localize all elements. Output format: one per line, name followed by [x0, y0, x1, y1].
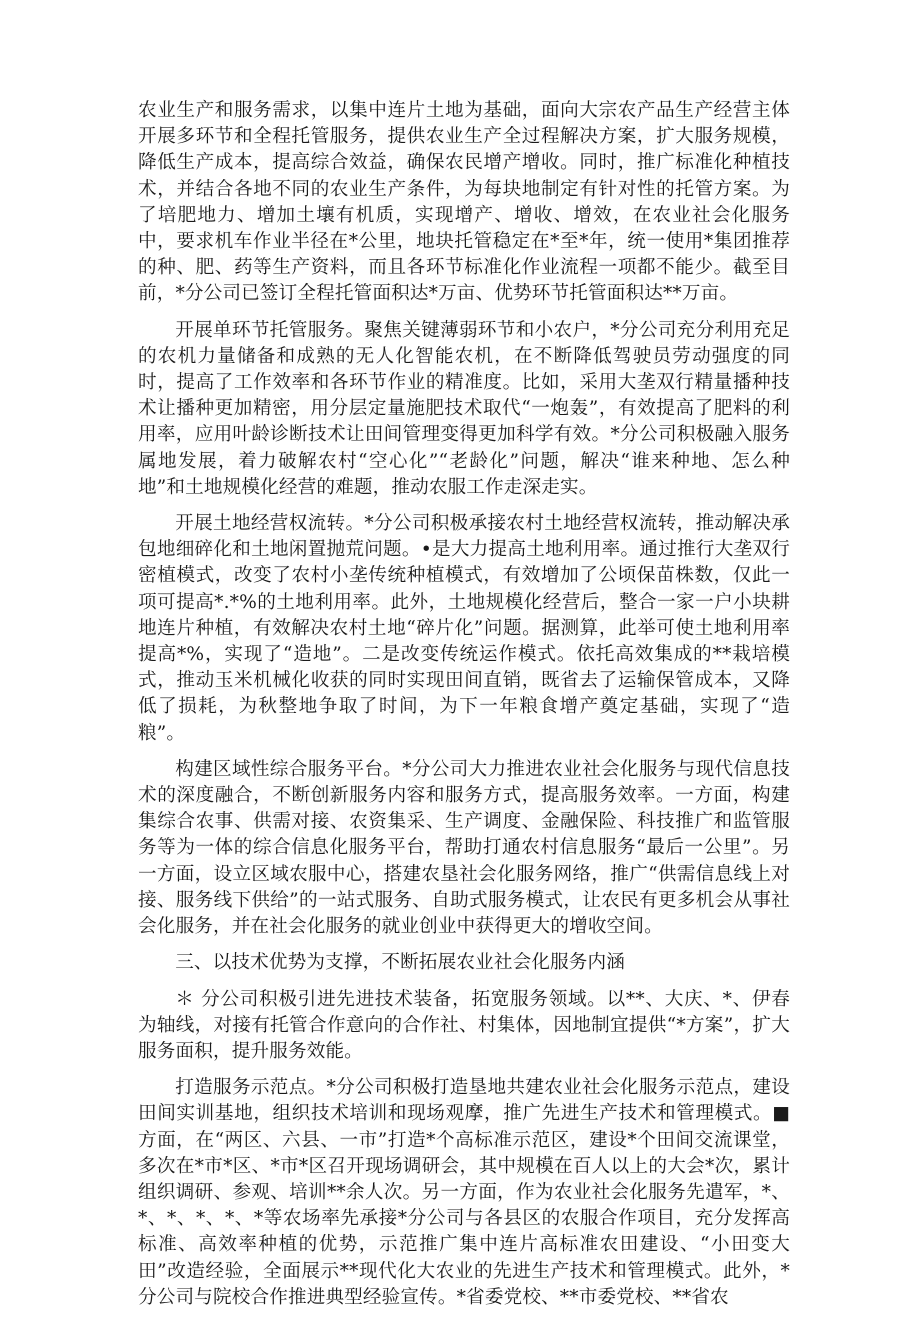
- paragraph-tech-equipment: ＊ 分公司积极引进先进技术装备，拓宽服务领域。以**、大庆、*、伊春为轴线，对接有托管合作意向的合作社、村集体，因地制宜提供“*方案”，扩大服务面积，提升服务效能。: [138, 988, 790, 1062]
- document-body: [138, 98, 790, 1321]
- paragraph-single-link-custody: 开展单环节托管服务。聚焦关键薄弱环节和小农户，*分公司充分利用充足的农机力量储备和成熟的无人化智能农机，在不断降低驾驶员劳动强度的同时，提高了工作效率和各环节作业的精准度。比如，采用大垄双行精量播种技术让播种更加精密，用分层定量施肥技术取代“一炮轰”，有效提高了肥料的利用率，应用叶龄诊断技术让田间管理变得更加科学有效。*分公司积极融入服务属地发展，着力破解农村“空心化”“老龄化”问题，解决“谁来种地、怎么种地”和土地规模化经营的难题，推动农服工作走深走实。: [138, 319, 790, 498]
- section-heading-three: 三、以技术优势为支撑，不断拓展农业社会化服务内涵: [175, 952, 626, 974]
- paragraph-demo-sites: 打造服务示范点。*分公司积极打造垦地共建农业社会化服务示范点，建设田间实训基地，组织技术培训和现场观摩，推广先进生产技术和管理模式。■方面，在“两区、六县、一市”打造*个高标准示范区，建设*个田间交流课堂，多次在*市*区、*市*区召开现场调研会，其中规模在百人以上的大会*次，累计组织调研、参观、培训**余人次。另一方面，作为农业社会化服务先遣军，*、*、*、*、*、*等农场率先承接*分公司与各县区的农服合作项目，充分发挥高标准、高效率种植的优势，示范推广集中连片高标准农田建设、“小田变大田”改造经验，全面展示**现代化大农业的先进生产技术和管理模式。此外，*分公司与院校合作推进典型经验宣传。*省委党校、**市委党校、**省农: [138, 1077, 790, 1308]
- paragraph-continuation: 农业生产和服务需求，以集中连片土地为基础，面向大宗农产品生产经营主体开展多环节和全程托管服务，提供农业生产全过程解决方案，扩大服务规模，降低生产成本，提高综合效益，确保农民增产增收。同时，推广标准化种植技术，并结合各地不同的农业生产条件，为每块地制定有针对性的托管方案。为了培肥地力、增加土壤有机质，实现增产、增收、增效，在农业社会化服务中，要求机车作业半径在*公里，地块托管稳定在*至*年，统一使用*集团推荐的种、肥、药等生产资料，而且各环节标准化作业流程一项都不能少。截至目前，*分公司已签订全程托管面积达*万亩、优势环节托管面积达**万亩。: [138, 100, 790, 305]
- paragraph-land-transfer: 开展土地经营权流转。*分公司积极承接农村土地经营权流转，推动解决承包地细碎化和土地闲置抛荒问题。•是大力提高土地利用率。通过推行大垄双行密植模式，改变了农村小垄传统种植模式，有效增加了公顷保苗株数，仅此一项可提高*.*%的土地利用率。此外，土地规模化经营后，整合一家一户小块耕地连片种植，有效解决农村土地“碎片化”问题。据测算，此举可使土地利用率提高*%，实现了“造地”。二是改变传统运作模式。依托高效集成的**栽培模式，推动玉米机械化收获的同时实现田间直销，既省去了运输保管成本，又降低了损耗，为秋整地争取了时间，为下一年粮食增产奠定基础，实现了“造粮”。: [138, 513, 790, 744]
- paragraph-service-platform: 构建区域性综合服务平台。*分公司大力推进农业社会化服务与现代信息技术的深度融合，不断创新服务内容和服务方式，提高服务效率。一方面，构建集综合农事、供需对接、农资集采、生产调度、金融保险、科技推广和监管服务等为一体的综合信息化服务平台，帮助打通农村信息服务“最后一公里”。另一方面，设立区域农服中心，搭建农垦社会化服务网络，推广“供需信息线上对接、服务线下供给”的一站式服务、自助式服务模式，让农民有更多机会从事社会化服务，并在社会化服务的就业创业中获得更大的增收空间。: [138, 758, 790, 938]
